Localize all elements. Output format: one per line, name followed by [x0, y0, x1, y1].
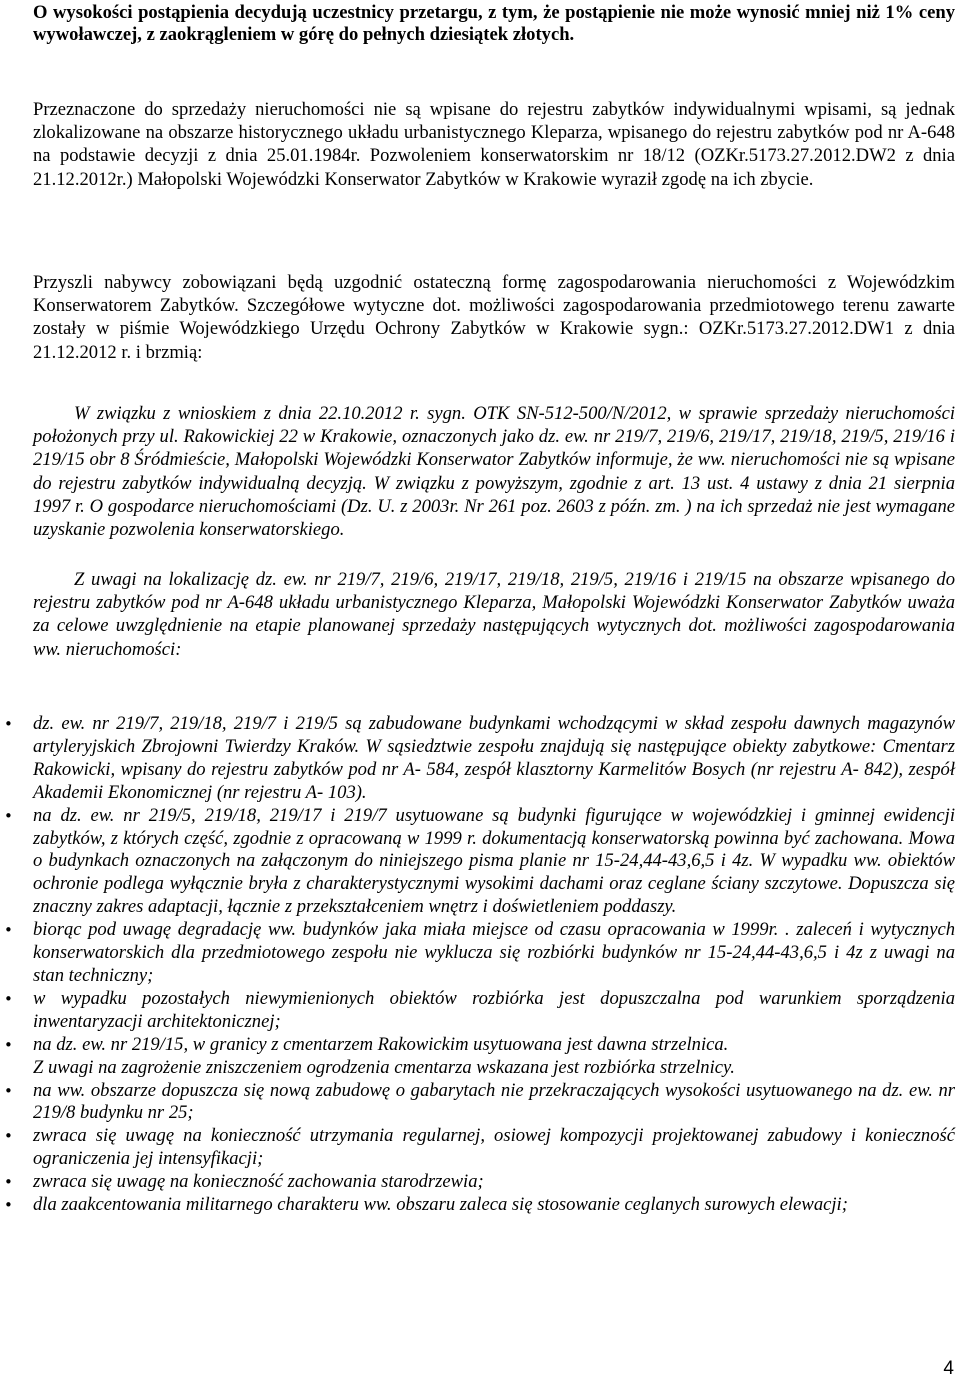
bullet-icon: •	[4, 989, 13, 1008]
list-item	[0, 1171, 955, 1194]
bullet-icon: •	[4, 715, 13, 733]
bid-increment-paragraph: O wysokości postąpienia decydują uczestnicy przetargu, z tym, że postąpienie nie może wynosić mniej niż 1% ceny wywoławczej, z zaokrągleniem w górę do pełnych dziesiątek złotych.	[33, 2, 955, 46]
list-item	[0, 1080, 955, 1126]
list-item-text: na ww. obszarze dopuszcza się nową zabudowę o gabarytach nie przekraczających wysokości usytuowanego na dz. ew. nr 219/8 budynku nr 25;	[33, 1079, 955, 1124]
bullet-icon: •	[4, 1081, 13, 1100]
list-item	[0, 1194, 955, 1217]
list-item	[0, 1034, 955, 1080]
list-item-text: dla zaakcentowania militarnego charakteru ww. obszaru zaleca się stosowanie ceglanych surowych elewacji;	[33, 1194, 848, 1216]
list-item-text: biorąc pod uwagę degradację ww. budynków jaka miała miejsce od czasu opracowania w 1999r. . zaleceń i wytycznych konserwatorskich dla przedmiotowego zespołu nie wyklucza się rozbiórki budynków nr 15-24,44-43,6,5 i 4z z uwagi na stan techniczny;	[33, 919, 955, 986]
bullet-icon: •	[4, 921, 13, 940]
list-item-text: w wypadku pozostałych niewymienionych obiektów rozbiórka jest dopuszczalna pod warunkiem sporządzenia inwentaryzacji architektonicznej;	[33, 987, 955, 1032]
quoted-letter-paragraph-1: W związku z wnioskiem z dnia 22.10.2012 r. sygn. OTK SN-512-500/N/2012, w sprawie sprzedaży nieruchomości położonych przy ul. Rakowickiej 22 w Krakowie, oznaczonych jako dz. ew. nr 219/7, 219/6, 219/17, 219/18, 219/5, 219/16 i 219/15 obr 8 Śródmieście, Małopolski Wojewódzki Konserwator Zabytków informuje, że ww. nieruchomości nie są wpisane do rejestru zabytków indywidualną decyzją. W związku z powyższym, zgodnie z art. 13 ust. 4 ustawy z dnia 21 sierpnia 1997 r. O gospodarce nieruchomościami (Dz. U. z 2003r. Nr 261 poz. 2603 z późn. zm. ) na ich sprzedaż nie jest wymagane uzyskanie pozwolenia konserwatorskiego.	[33, 403, 955, 541]
list-item	[0, 919, 955, 988]
bullet-icon: •	[4, 1035, 13, 1054]
list-item-text: dz. ew. nr 219/7, 219/18, 219/7 i 219/5 są zabudowane budynkami wchodzącymi w skład zespołu dawnych magazynów artyleryjskich Zbrojowni Twierdzy Kraków. W sąsiedztwie zespołu znajdują się następujące obiekty zabytkowe: Cmentarz Rakowicki, wpisany do rejestru zabytków pod nr A- 584, zespół klasztorny Karmelitów Bosych (nr rejestru A- 842), zespół Akademii Ekonomicznej (nr rejestru A- 103).	[33, 713, 955, 803]
bullet-icon: •	[4, 1173, 13, 1192]
list-item-text: na dz. ew. nr 219/15, w granicy z cmentarzem Rakowickim usytuowana jest dawna strzelnica.	[33, 1033, 729, 1055]
list-item	[0, 988, 955, 1034]
list-item-text: na dz. ew. nr 219/5, 219/18, 219/17 i 219/7 usytuowane są budynki figurujące w wojewódzkiej i gminnej ewidencji zabytków, z których część, zgodnie z opracowaną w 1999 r. dokumentacją konserwatorską powinna być zachowana. Mowa o budynkach oznaczonych na załączonym do niniejszego pisma planie nr 15-24,44-43,6,5 i 4z. W wypadku ww. obiektów ochronie podlega wyłącznie bryła z charakterystycznymi wysokimi dachami oraz ceglane ściany szczytowe. Dopuszcza się znaczny zakres adaptacji, łącznie z przekształceniem wnętrz i doświetleniem poddaszy.	[33, 804, 955, 918]
bullet-icon: •	[4, 806, 13, 825]
list-item-text: zwraca się uwagę na konieczność zachowania starodrzewia;	[33, 1171, 484, 1193]
heritage-status-paragraph: Przeznaczone do sprzedaży nieruchomości nie są wpisane do rejestru zabytków indywidualnymi wpisami, są jednak zlokalizowane na obszarze historycznego układu urbanistycznego Kleparza, wpisanego do rejestru zabytków pod nr A-648 na podstawie decyzji z dnia 25.01.1984r. Pozwoleniem konserwatorskim nr 18/12 (OZKr.5173.27.2012.DW2 z dnia 21.12.2012r.) Małopolski Wojewódzki Konserwator Zabytków w Krakowie wyraził zgodę na ich zbycie.	[33, 99, 955, 190]
list-item	[0, 1125, 955, 1171]
page-number: 4	[943, 1358, 954, 1379]
bullet-icon: •	[4, 1127, 13, 1146]
bullet-icon: •	[4, 1196, 13, 1215]
buyers-obligation-paragraph: Przyszli nabywcy zobowiązani będą uzgodnić ostateczną formę zagospodarowania nieruchomości z Wojewódzkim Konserwatorem Zabytków. Szczegółowe wytyczne dot. możliwości zagospodarowania przedmiotowego terenu zawarte zostały w piśmie Wojewódzkiego Urzędu Ochrony Zabytków w Krakowie sygn.: OZKr.5173.27.2012.DW1 z dnia 21.12.2012 r. i brzmią:	[33, 272, 955, 363]
list-item	[0, 805, 955, 920]
guidelines-list	[0, 713, 960, 1217]
list-item-text: zwraca się uwagę na konieczność utrzymania regularnej, osiowej kompozycji projektowanej zabudowy i konieczność ograniczenia jej intensyfikacji;	[33, 1125, 955, 1170]
list-item	[0, 713, 955, 805]
quoted-letter-paragraph-2: Z uwagi na lokalizację dz. ew. nr 219/7, 219/6, 219/17, 219/18, 219/5, 219/16 i 219/15 na obszarze wpisanego do rejestru zabytków pod nr A-648 układu urbanistycznego Kleparza, Małopolski Wojewódzki Konserwator Zabytków uważa za celowe uwzględnienie na etapie planowanej sprzedaży następujących wytycznych dot. możliwości zagospodarowania ww. nieruchomości:	[33, 569, 955, 660]
list-item-continuation: Z uwagi na zagrożenie zniszczeniem ogrodzenia cmentarza wskazana jest rozbiórka strzelnicy.	[33, 1056, 735, 1078]
